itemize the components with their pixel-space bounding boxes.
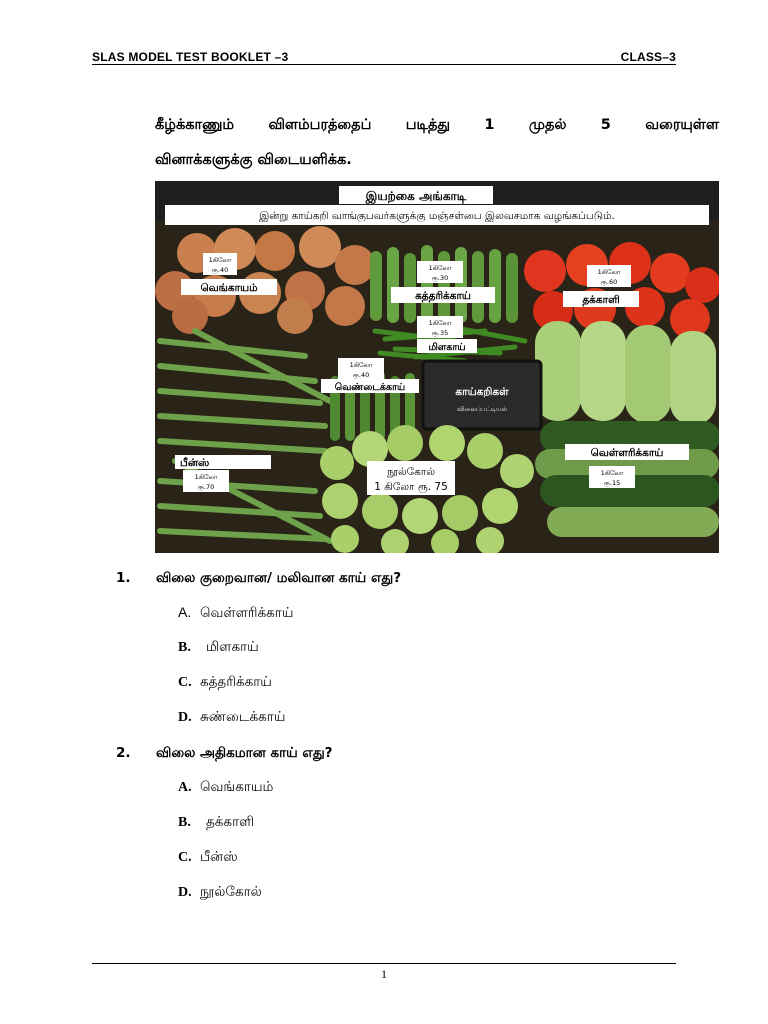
q1-option-b[interactable] [178,639,259,657]
brinjal-name: கத்தரிக்காய் [415,290,471,302]
poster-title: இயற்கை அங்காடி [365,189,467,203]
question-text: விலை குறைவான/ மலிவான காய் எது? [156,570,402,586]
onion-price: ரூ.40 [211,266,229,274]
option-letter: D. [178,885,192,900]
kohlrabi-name: நூல்கோல் [386,466,436,478]
cucumber-qty: 1கிலோ [600,469,624,477]
okra-qty: 1கிலோ [349,361,373,369]
brinjal-pile [370,245,518,323]
instruction-line-1 [155,116,719,134]
question-2 [116,745,332,763]
option-text: மிளகாய் [206,639,259,655]
option-letter: B. [178,815,191,830]
cucumber-name: வெள்ளரிக்காய் [590,447,664,459]
booklet-title: SLAS MODEL TEST BOOKLET –3 [92,50,289,64]
option-text: பீன்ஸ் [200,849,238,865]
okra-name: வெண்டைக்காய் [334,382,406,393]
cucumber-price: ரூ.15 [603,479,621,487]
beans-name: பீன்ஸ் [180,457,210,469]
instruction-line-2: வினாக்களுக்கு விடையளிக்க. [155,152,352,168]
q1-option-d[interactable] [178,709,285,727]
option-text: வெங்காயம் [200,779,274,795]
poster-subtitle: இன்று காய்கறி வாங்குபவர்களுக்கு மஞ்சள்பை இலவசமாக வழங்கப்படும். [259,210,615,222]
chilli-qty: 1கிலோ [428,319,452,327]
tomato-qty: 1கிலோ [597,268,621,276]
option-letter: D. [178,710,192,725]
q1-option-a[interactable] [178,604,293,623]
q2-option-b[interactable] [178,814,254,832]
question-number: 1. [116,570,131,586]
option-text: வெள்ளரிக்காய் [200,605,294,621]
question-text: விலை அதிகமான காய் எது? [156,745,333,761]
instruction-word: படித்து [405,117,451,133]
option-letter: A. [178,604,192,620]
option-text: கத்தரிக்காய் [200,674,272,690]
onion-qty: 1கிலோ [208,256,232,264]
q2-option-d[interactable] [178,884,262,902]
option-letter: C. [178,675,192,690]
option-text: சுண்டைக்காய் [200,709,286,725]
beans-qty: 1கிலோ [194,473,218,481]
brinjal-qty: 1கிலோ [428,264,452,272]
instruction-word: முதல் [528,117,567,133]
question-1 [116,570,401,588]
q2-option-c[interactable] [178,849,238,867]
q1-option-c[interactable] [178,674,272,692]
board-subtitle: விலைப்பட்டியல் [457,405,507,413]
okra-price: ரூ.40 [352,371,370,379]
beans-price: ரூ.70 [197,483,215,491]
page-number: 1 [381,967,387,981]
brinjal-price: ரூ.30 [431,274,449,282]
header-divider [92,64,676,65]
instruction-word: 5 [600,117,611,133]
option-letter: B. [178,640,191,655]
option-letter: A. [178,780,192,795]
chilli-price: ரூ.35 [431,329,449,337]
onion-name: வெங்காயம் [200,282,258,294]
tomato-price: ரூ.60 [600,278,618,286]
option-letter: C. [178,850,192,865]
instruction-word: கீழ்க்காணும் [155,117,235,133]
kohlrabi-price: 1 கிலோ ரூ. 75 [374,481,448,493]
class-label: CLASS–3 [620,50,676,64]
chilli-name: மிளகாய் [428,342,466,353]
tomato-name: தக்காளி [582,294,620,306]
page-header [92,44,676,64]
market-advertisement-image [155,181,719,553]
option-text: தக்காளி [206,814,255,830]
option-text: நூல்கோல் [200,884,262,900]
board-title: காய்கறிகள் [455,386,509,398]
instruction-word: விளம்பரத்தைப் [268,117,372,133]
q2-option-a[interactable] [178,779,273,797]
instruction-word: 1 [484,117,495,133]
footer-divider [92,963,676,964]
instruction-word: வரையுள்ள [645,117,719,133]
question-number: 2. [116,745,131,761]
market-advertisement-illustration [155,181,719,553]
